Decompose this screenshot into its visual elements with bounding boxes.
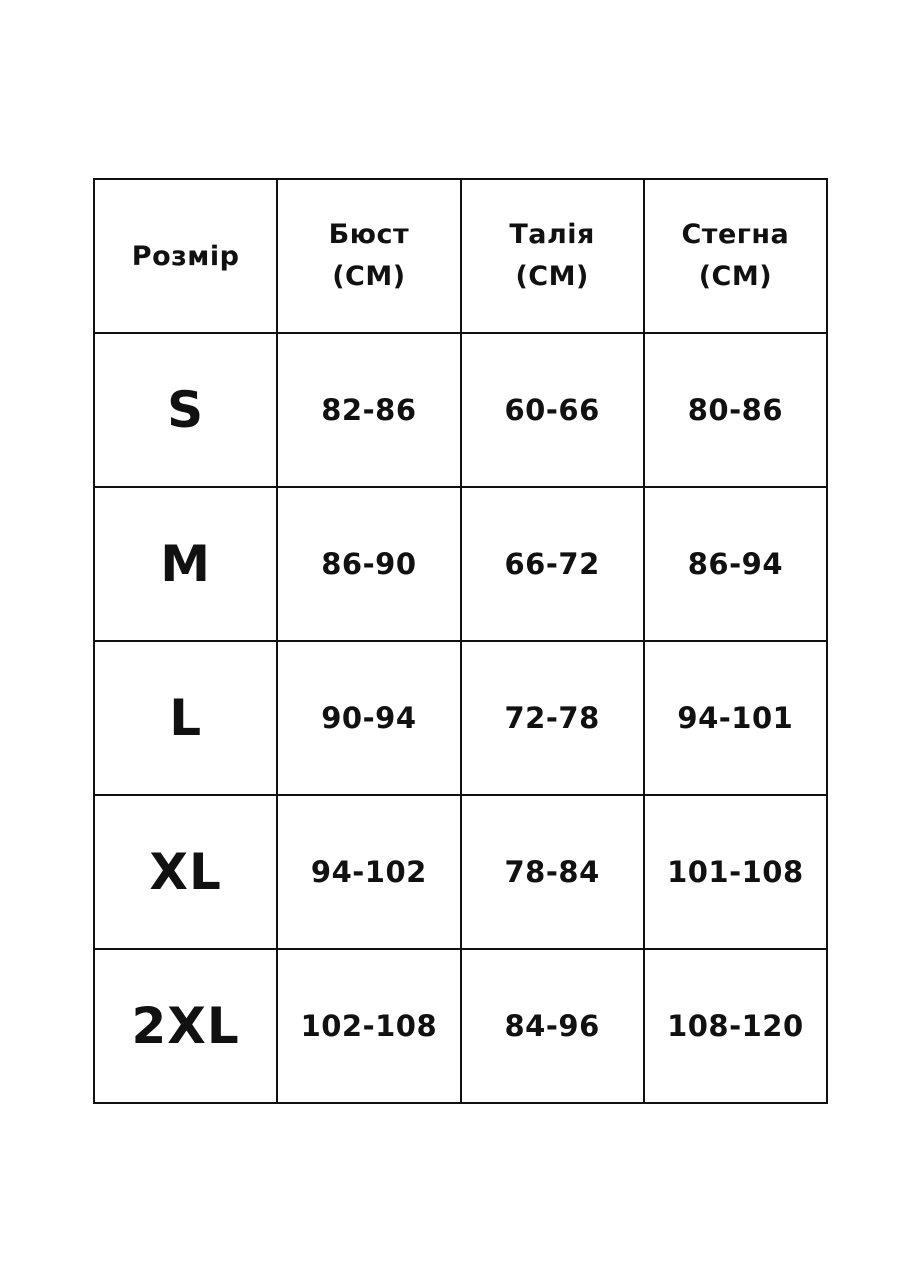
header-hips-unit: (СМ) xyxy=(698,261,773,292)
header-bust xyxy=(277,179,460,333)
hips-cell: 94-101 xyxy=(644,641,827,795)
size-cell: S xyxy=(94,333,277,487)
header-waist-unit: (СМ) xyxy=(515,261,589,292)
header-hips-name: Стегна xyxy=(681,219,790,250)
table-row xyxy=(94,641,827,795)
hips-cell: 80-86 xyxy=(644,333,827,487)
header-bust-name: Бюст xyxy=(328,219,410,250)
bust-cell: 94-102 xyxy=(277,795,460,949)
size-cell: M xyxy=(94,487,277,641)
size-chart-table xyxy=(93,178,828,1104)
header-bust-unit: (СМ) xyxy=(332,261,406,292)
header-size: Розмір xyxy=(94,179,277,333)
table-row xyxy=(94,333,827,487)
waist-cell: 60-66 xyxy=(461,333,644,487)
table-header-row xyxy=(94,179,827,333)
bust-cell: 90-94 xyxy=(277,641,460,795)
header-waist xyxy=(461,179,644,333)
table-row xyxy=(94,949,827,1103)
bust-cell: 86-90 xyxy=(277,487,460,641)
hips-cell: 108-120 xyxy=(644,949,827,1103)
waist-cell: 78-84 xyxy=(461,795,644,949)
table-row xyxy=(94,487,827,641)
bust-cell: 102-108 xyxy=(277,949,460,1103)
hips-cell: 86-94 xyxy=(644,487,827,641)
waist-cell: 72-78 xyxy=(461,641,644,795)
waist-cell: 84-96 xyxy=(461,949,644,1103)
waist-cell: 66-72 xyxy=(461,487,644,641)
size-cell: XL xyxy=(94,795,277,949)
header-waist-name: Талія xyxy=(509,219,595,250)
size-cell: L xyxy=(94,641,277,795)
hips-cell: 101-108 xyxy=(644,795,827,949)
header-hips xyxy=(644,179,827,333)
bust-cell: 82-86 xyxy=(277,333,460,487)
table-row xyxy=(94,795,827,949)
size-cell: 2XL xyxy=(94,949,277,1103)
